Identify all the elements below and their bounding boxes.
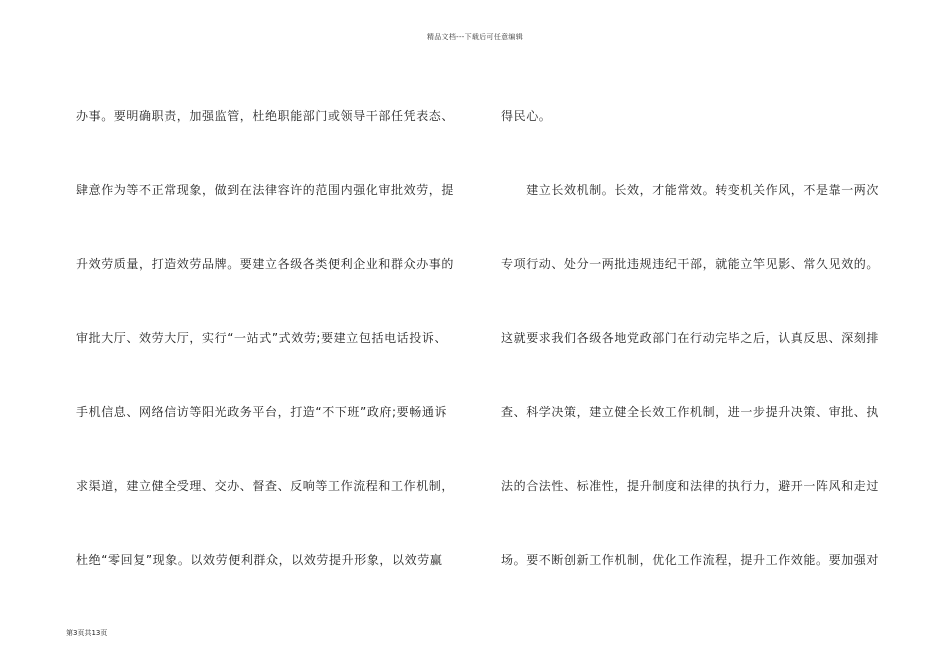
paragraph-line: 升效劳质量，打造效劳品牌。要建立各级各类便利企业和群众办事的 xyxy=(76,257,455,271)
paragraph-line: 建立长效机制。长效，才能常效。转变机关作风，不是靠一两次 xyxy=(501,183,880,197)
paragraph-line: 办事。要明确职责，加强监管，杜绝职能部门或领导干部任凭表态、 xyxy=(76,109,455,123)
paragraph-line: 手机信息、网络信访等阳光政务平台，打造“不下班”政府;要畅通诉 xyxy=(76,405,448,419)
left-text-column xyxy=(76,79,471,597)
paragraph-line: 法的合法性、标准性，提升制度和法律的执行力，避开一阵风和走过 xyxy=(501,479,880,493)
paragraph-line: 查、科学决策，建立健全长效工作机制，进一步提升决策、审批、执 xyxy=(501,405,880,419)
document-header: 精品文档---下载后可任意编辑 xyxy=(426,33,524,41)
paragraph-line: 审批大厅、效劳大厅，实行“一站式”式效劳;要建立包括电话投诉、 xyxy=(76,331,448,345)
paragraph-line: 场。要不断创新工作机制，优化工作流程，提升工作效能。要加强对 xyxy=(501,553,880,567)
paragraph-line: 得民心。 xyxy=(501,109,552,123)
paragraph-line: 专项行动、处分一两批违规违纪干部，就能立竿见影、常久见效的。 xyxy=(501,257,880,271)
paragraph-line: 肆意作为等不正常现象，做到在法律容许的范围内强化审批效劳，提 xyxy=(76,183,455,197)
paragraph-line: 这就要求我们各级各地党政部门在行动完毕之后，认真反思、深刻排 xyxy=(501,331,880,345)
right-text-column xyxy=(501,79,886,597)
page-number: 第3页共13页 xyxy=(66,629,108,637)
paragraph-line: 杜绝“零回复”现象。以效劳便利群众，以效劳提升形象，以效劳赢 xyxy=(76,553,443,567)
paragraph-line: 求渠道，建立健全受理、交办、督查、反响等工作流程和工作机制， xyxy=(76,479,455,493)
